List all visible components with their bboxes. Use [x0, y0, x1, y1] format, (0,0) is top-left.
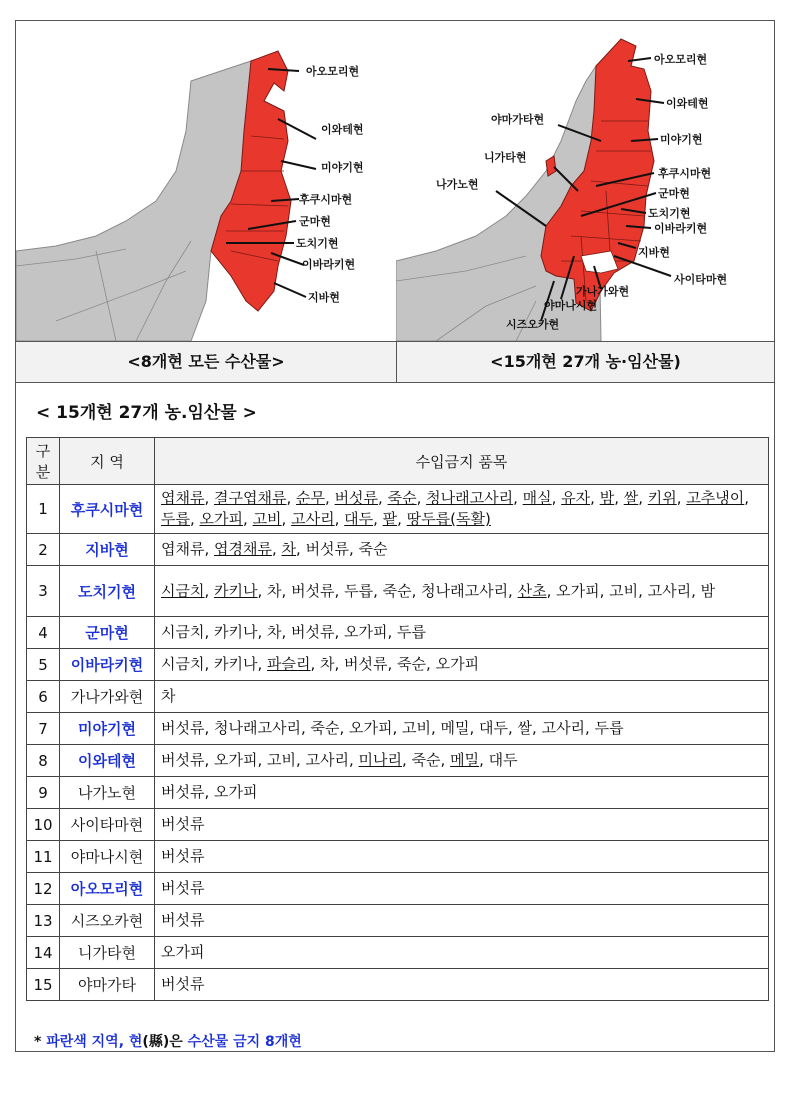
item-underlined: 팥 [382, 510, 398, 528]
row-region: 후쿠시마현 [60, 485, 155, 534]
item-underlined: 죽순 [387, 489, 417, 507]
map-left-label: 군마현 [299, 215, 331, 228]
item-underlined: 엽경채류 [214, 540, 272, 558]
section-title: < 15개현 27개 농.임산물 > [36, 403, 257, 423]
row-items [155, 841, 769, 873]
map-right-svg [396, 21, 774, 341]
map-right-label: 지바현 [638, 246, 670, 259]
table-row [27, 566, 769, 617]
item-underlined: 고사리 [291, 510, 335, 528]
map-15-prefectures [396, 21, 774, 341]
map-left-label: 이바라키현 [302, 258, 356, 271]
row-items [155, 534, 769, 566]
row-items [155, 617, 769, 649]
row-region: 이바라키현 [60, 649, 155, 681]
item-text: , [189, 510, 200, 528]
map-right-label: 이와테현 [666, 97, 709, 110]
item-text: , [334, 510, 345, 528]
item-underlined: 버섯류 [334, 489, 379, 507]
footnote-part3: 수산물 금지 8개현 [187, 1034, 302, 1050]
item-underlined: 차 [281, 540, 297, 558]
item-underlined: 쌀 [623, 489, 639, 507]
row-region: 가나가와현 [60, 681, 155, 713]
row-items [155, 681, 769, 713]
row-number: 10 [27, 809, 60, 841]
row-items [155, 649, 769, 681]
table-row [27, 649, 769, 681]
row-items [155, 873, 769, 905]
footnote [34, 1031, 302, 1051]
item-text: 버섯류, 오가피 [161, 783, 258, 801]
table-body [27, 485, 769, 1001]
table-row [27, 969, 769, 1001]
item-text: 오가피 [161, 943, 205, 961]
row-region: 미야기현 [60, 713, 155, 745]
item-underlined: 미나리 [358, 751, 403, 769]
import-ban-table [26, 437, 769, 1001]
item-text: 엽채류, [161, 540, 215, 558]
map-left-label: 아오모리현 [306, 65, 360, 78]
header-items: 수입금지 품목 [155, 438, 769, 485]
map-right-label: 도치기현 [648, 207, 691, 220]
row-region: 이와테현 [60, 745, 155, 777]
item-underlined: 유자 [561, 489, 591, 507]
item-text: , [286, 489, 297, 507]
table-row [27, 809, 769, 841]
map-right-label: 군마현 [658, 187, 690, 200]
item-underlined: 대두 [344, 510, 374, 528]
footnote-part1: 파란색 지역, 현 [46, 1034, 143, 1050]
item-text: , [638, 489, 648, 507]
map-left-label: 도치기현 [296, 237, 339, 250]
row-number: 4 [27, 617, 60, 649]
row-items [155, 937, 769, 969]
footnote-part2: (縣)은 [142, 1034, 188, 1050]
map-8-prefectures [16, 21, 397, 341]
row-number: 15 [27, 969, 60, 1001]
item-underlined: 시금치 [161, 581, 205, 600]
item-text: , 죽순, [402, 751, 451, 769]
map-left-caption: <8개현 모든 수산물> [16, 342, 397, 382]
item-text: 차 [161, 687, 176, 705]
row-number: 2 [27, 534, 60, 566]
item-underlined: 파슬리 [267, 655, 311, 673]
table-row [27, 841, 769, 873]
row-region: 도치기현 [60, 566, 155, 617]
item-text: , [744, 489, 750, 507]
row-items [155, 969, 769, 1001]
item-text: , [676, 489, 687, 507]
item-underlined: 결구엽채류 [214, 489, 287, 507]
item-text: 버섯류, 오가피, 고비, 고사리, [161, 751, 359, 769]
row-number: 11 [27, 841, 60, 873]
row-region: 시즈오카현 [60, 905, 155, 937]
table-row [27, 713, 769, 745]
item-underlined: 카키나 [214, 581, 258, 600]
footnote-marker: * [34, 1034, 47, 1050]
item-text: , 차, 버섯류, 두릅, 죽순, 청나래고사리, [257, 581, 518, 600]
item-text: , 버섯류, 죽순 [296, 540, 388, 558]
item-underlined: 순무 [296, 489, 326, 507]
item-text: , [416, 489, 427, 507]
row-items [155, 809, 769, 841]
map-right-label: 니가타현 [484, 151, 527, 164]
table-row [27, 534, 769, 566]
map-right-label: 가나가와현 [576, 285, 630, 298]
row-region: 지바현 [60, 534, 155, 566]
item-underlined: 밤 [599, 489, 615, 507]
item-text: , [614, 489, 624, 507]
row-region: 나가노현 [60, 777, 155, 809]
header-region: 지 역 [60, 438, 155, 485]
item-underlined: 매실 [522, 489, 552, 507]
item-underlined: 오가피 [199, 510, 244, 528]
row-items [155, 485, 769, 534]
item-text: , [204, 581, 215, 600]
header-num: 구분 [27, 438, 60, 485]
item-underlined: 메밀 [450, 751, 480, 769]
row-items [155, 777, 769, 809]
item-underlined: 고비 [252, 510, 282, 528]
item-text: , [513, 489, 523, 507]
item-text: 버섯류 [161, 975, 205, 993]
table-row [27, 745, 769, 777]
item-underlined: 엽채류 [161, 489, 205, 507]
map-right-label: 야마가타현 [491, 113, 545, 126]
item-text: 버섯류 [161, 911, 205, 929]
row-region: 야마나시현 [60, 841, 155, 873]
item-text: , [590, 489, 600, 507]
item-text: , [373, 510, 383, 528]
table-row [27, 873, 769, 905]
map-right-label: 아오모리현 [654, 53, 708, 66]
item-text: 시금치, 카키나, [161, 655, 268, 673]
row-number: 9 [27, 777, 60, 809]
map-right-label: 이바라키현 [654, 222, 708, 235]
map-right-label: 나가노현 [436, 178, 479, 191]
item-text: , [204, 489, 215, 507]
map-left-label: 이와테현 [321, 123, 364, 136]
row-number: 3 [27, 566, 60, 617]
item-underlined: 키위 [647, 489, 677, 507]
row-number: 14 [27, 937, 60, 969]
row-number: 7 [27, 713, 60, 745]
item-underlined: 두릅 [161, 510, 190, 528]
item-text: 버섯류, 청나래고사리, 죽순, 오가피, 고비, 메밀, 대두, 쌀, 고사리, 두릅 [161, 719, 624, 737]
item-text: , [271, 540, 282, 558]
item-text: , 오가피, 고비, 고사리, 밤 [546, 581, 716, 600]
row-items [155, 713, 769, 745]
map-right-label: 미야기현 [660, 133, 703, 146]
item-text: 버섯류 [161, 847, 205, 865]
row-items [155, 745, 769, 777]
item-text: 시금치, 카키나, 차, 버섯류, 오가피, 두릅 [161, 623, 427, 641]
item-text: 버섯류 [161, 879, 205, 897]
row-region: 니가타현 [60, 937, 155, 969]
item-text: , [551, 489, 562, 507]
item-text: , [378, 489, 388, 507]
item-text: , 차, 버섯류, 죽순, 오가피 [310, 655, 480, 673]
table-row [27, 681, 769, 713]
map-right-label: 시즈오카현 [506, 318, 560, 331]
table-row [27, 937, 769, 969]
item-text: , [397, 510, 407, 528]
map-right-label: 사이타마현 [674, 273, 728, 286]
row-region: 사이타마현 [60, 809, 155, 841]
item-text: , [325, 489, 335, 507]
item-underlined: 청나래고사리 [426, 489, 514, 507]
map-left-label: 지바현 [308, 291, 340, 304]
row-region: 야마가타 [60, 969, 155, 1001]
map-right-label: 후쿠시마현 [658, 167, 712, 180]
item-text: , [281, 510, 292, 528]
map-caption-row [16, 341, 774, 383]
row-region: 군마현 [60, 617, 155, 649]
row-number: 13 [27, 905, 60, 937]
item-text: 버섯류 [161, 815, 205, 833]
row-number: 6 [27, 681, 60, 713]
map-right-label: 야마나시현 [544, 299, 598, 312]
item-text: , 대두 [479, 751, 518, 769]
map-left-svg [16, 21, 396, 341]
item-underlined: 땅두릅(독활) [406, 510, 491, 528]
table-row [27, 485, 769, 534]
map-left-label: 후쿠시마현 [299, 193, 353, 206]
item-text: , [243, 510, 253, 528]
row-items [155, 905, 769, 937]
item-underlined: 산초 [517, 581, 547, 600]
row-number: 5 [27, 649, 60, 681]
row-items [155, 566, 769, 617]
table-row [27, 777, 769, 809]
table-header-row [27, 438, 769, 485]
row-number: 8 [27, 745, 60, 777]
table-row [27, 905, 769, 937]
row-number: 1 [27, 485, 60, 534]
row-number: 12 [27, 873, 60, 905]
item-underlined: 고추냉이 [686, 489, 745, 507]
row-region: 아오모리현 [60, 873, 155, 905]
map-right-caption: <15개현 27개 농·임산물) [490, 352, 681, 371]
table-row [27, 617, 769, 649]
map-left-label: 미야기현 [321, 161, 364, 174]
